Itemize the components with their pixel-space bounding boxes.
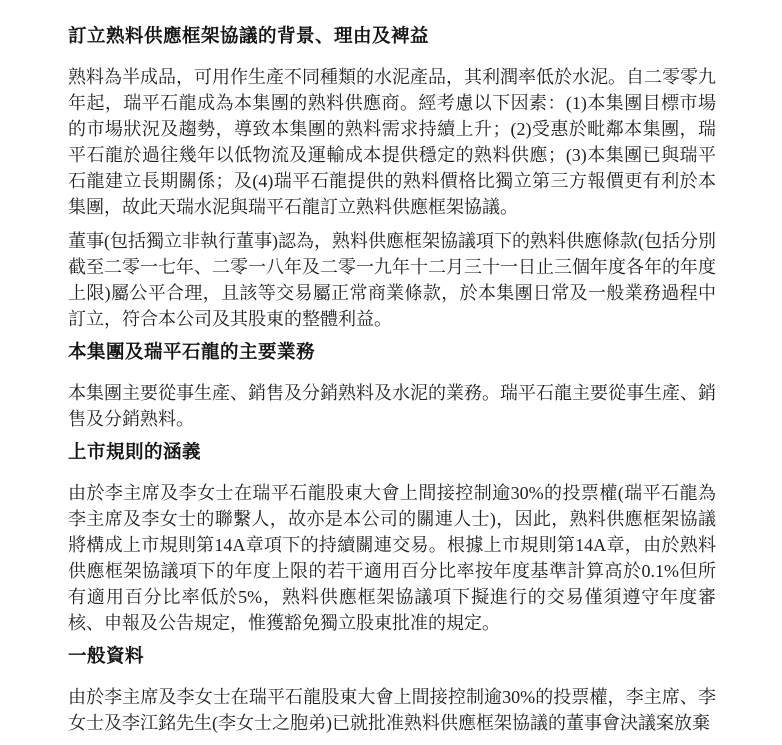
- section-heading-principal-businesses: 本集團及瑞平石龍的主要業務: [68, 343, 316, 363]
- paragraph-principal-businesses: 本集團主要從事生產、銷售及分銷熟料及水泥的業務。瑞平石龍主要從事生產、銷售及分銷熟料。: [68, 383, 716, 429]
- paragraph-directors-opinion: 董事(包括獨立非執行董事)認為，熟料供應框架協議項下的熟料供應條款(包括分別截至二零一七年、二零一八年及二零一九年十二月三十一日止三個年度各年的年度上限)屬公平合理，且該等交易屬正常商業條款，於本集團日常及一般業務過程中訂立，符合本公司及其股東的整體利益。: [68, 231, 716, 329]
- section-heading-listing-rules-implications: 上市規則的涵義: [68, 443, 202, 463]
- section-heading-background-reasons-benefits: 訂立熟料供應框架協議的背景、理由及裨益: [68, 27, 430, 47]
- paragraph-clinker-background: 熟料為半成品，可用作生產不同種類的水泥產品，其利潤率低於水泥。自二零零九年起，瑞平石龍成為本集團的熟料供應商。經考慮以下因素：(1)本集團目標市場的市場狀況及趨勢，導致本集團的熟料需求持續上升；(2)受惠於毗鄰本集團，瑞平石龍於過往幾年以低物流及運輸成本提供穩定的熟料供應；(3)本集團已與瑞平石龍建立長期關係；及(4)瑞平石龍提供的熟料價格比獨立第三方報價更有利於本集團，故此天瑞水泥與瑞平石龍訂立熟料供應框架協議。: [68, 67, 716, 217]
- paragraph-listing-rules-implications: 由於李主席及李女士在瑞平石龍股東大會上間接控制逾30%的投票權(瑞平石龍為李主席及李女士的聯繫人，故亦是本公司的關連人士)，因此，熟料供應框架協議將構成上市規則第14A章項下的持續關連交易。根據上市規則第14A章，由於熟料供應框架協議項下的年度上限的若干適用百分比率按年度基準計算高於0.1%但所有適用百分比率低於5%，熟料供應框架協議項下擬進行的交易僅須遵守年度審核、申報及公告規定，惟獲豁免獨立股東批准的規定。: [68, 483, 716, 633]
- document-page: [68, 0, 716, 744]
- paragraph-general-information: 由於李主席及李女士在瑞平石龍股東大會上間接控制逾30%的投票權，李主席、李女士及李江銘先生(李女士之胞弟)已就批准熟料供應框架協議的董事會決議案放棄: [68, 687, 716, 733]
- section-heading-general-information: 一般資料: [68, 647, 145, 667]
